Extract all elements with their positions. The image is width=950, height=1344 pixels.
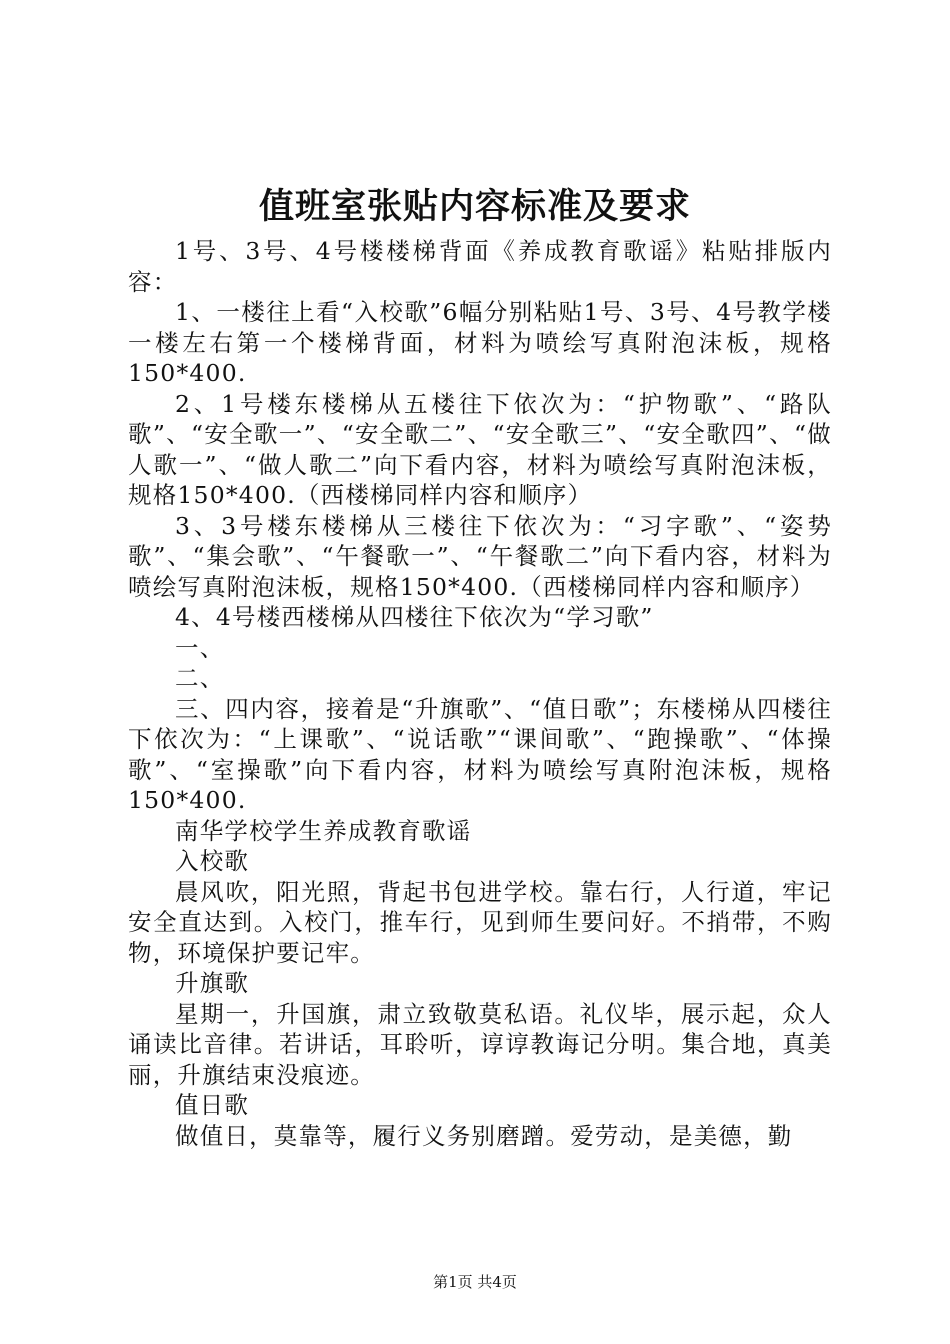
document-title: 值班室张贴内容标准及要求 (258, 186, 691, 227)
paragraph-numeral-2: 二、 (175, 664, 225, 692)
document-body (128, 236, 832, 1151)
song-lyrics-zhiri: 做值日，莫靠等，履行义务别磨蹭。爱劳动，是美德，勤 (175, 1121, 793, 1150)
paragraph-numeral-3: 三、四内容，接着是“升旗歌”、“值日歌”；东楼梯从四楼往下依次为：“上课歌”、“说话歌”“课间歌”、“跑操歌”、“体操歌”、“室操歌”向下看内容，材料为喷绘写真附泡沫板，规格150*400. (128, 694, 832, 814)
paragraph-item-1: 1、一楼往上看“入校歌”6幅分别粘贴1号、3号、4号教学楼一楼左右第一个楼梯背面，材料为喷绘写真附泡沫板，规格150*400. (128, 298, 832, 387)
page-footer: 第1页 共4页 (433, 1273, 517, 1291)
song-title-zhiri: 值日歌 (175, 1091, 250, 1119)
section-heading-songs: 南华学校学生养成教育歌谣 (175, 816, 472, 845)
song-title-shengqi: 升旗歌 (175, 969, 250, 997)
paragraph-item-3: 3、3号楼东楼梯从三楼往下依次为：“习字歌”、“姿势歌”、“集会歌”、“午餐歌一”、“午餐歌二”向下看内容，材料为喷绘写真附泡沫板，规格150*400.（西楼梯同样内容和顺序） (128, 511, 832, 601)
paragraph-item-4: 4、4号楼西楼梯从四楼往下依次为“学习歌” (175, 603, 654, 631)
song-lyrics-ruxiao: 晨风吹，阳光照，背起书包进学校。靠右行，人行道，牢记安全直达到。入校门，推车行，见到师生要问好。不捎带，不购物，环境保护要记牢。 (128, 877, 832, 967)
paragraph-numeral-1: 一、 (175, 633, 225, 662)
paragraph-item-2: 2、1号楼东楼梯从五楼往下依次为：“护物歌”、“路队歌”、“安全歌一”、“安全歌二”、“安全歌三”、“安全歌四”、“做人歌一”、“做人歌二”向下看内容，材料为喷绘写真附泡沫板，规格150*400.（西楼梯同样内容和顺序） (128, 389, 832, 509)
song-title-ruxiao: 入校歌 (175, 847, 250, 875)
song-lyrics-shengqi: 星期一，升国旗，肃立致敬莫私语。礼仪毕，展示起，众人诵读比音律。若讲话，耳聆听，谆谆教诲记分明。集合地，真美丽，升旗结束没痕迹。 (128, 999, 832, 1089)
paragraph-intro: 1号、3号、4号楼楼梯背面《养成教育歌谣》粘贴排版内容： (128, 237, 832, 296)
